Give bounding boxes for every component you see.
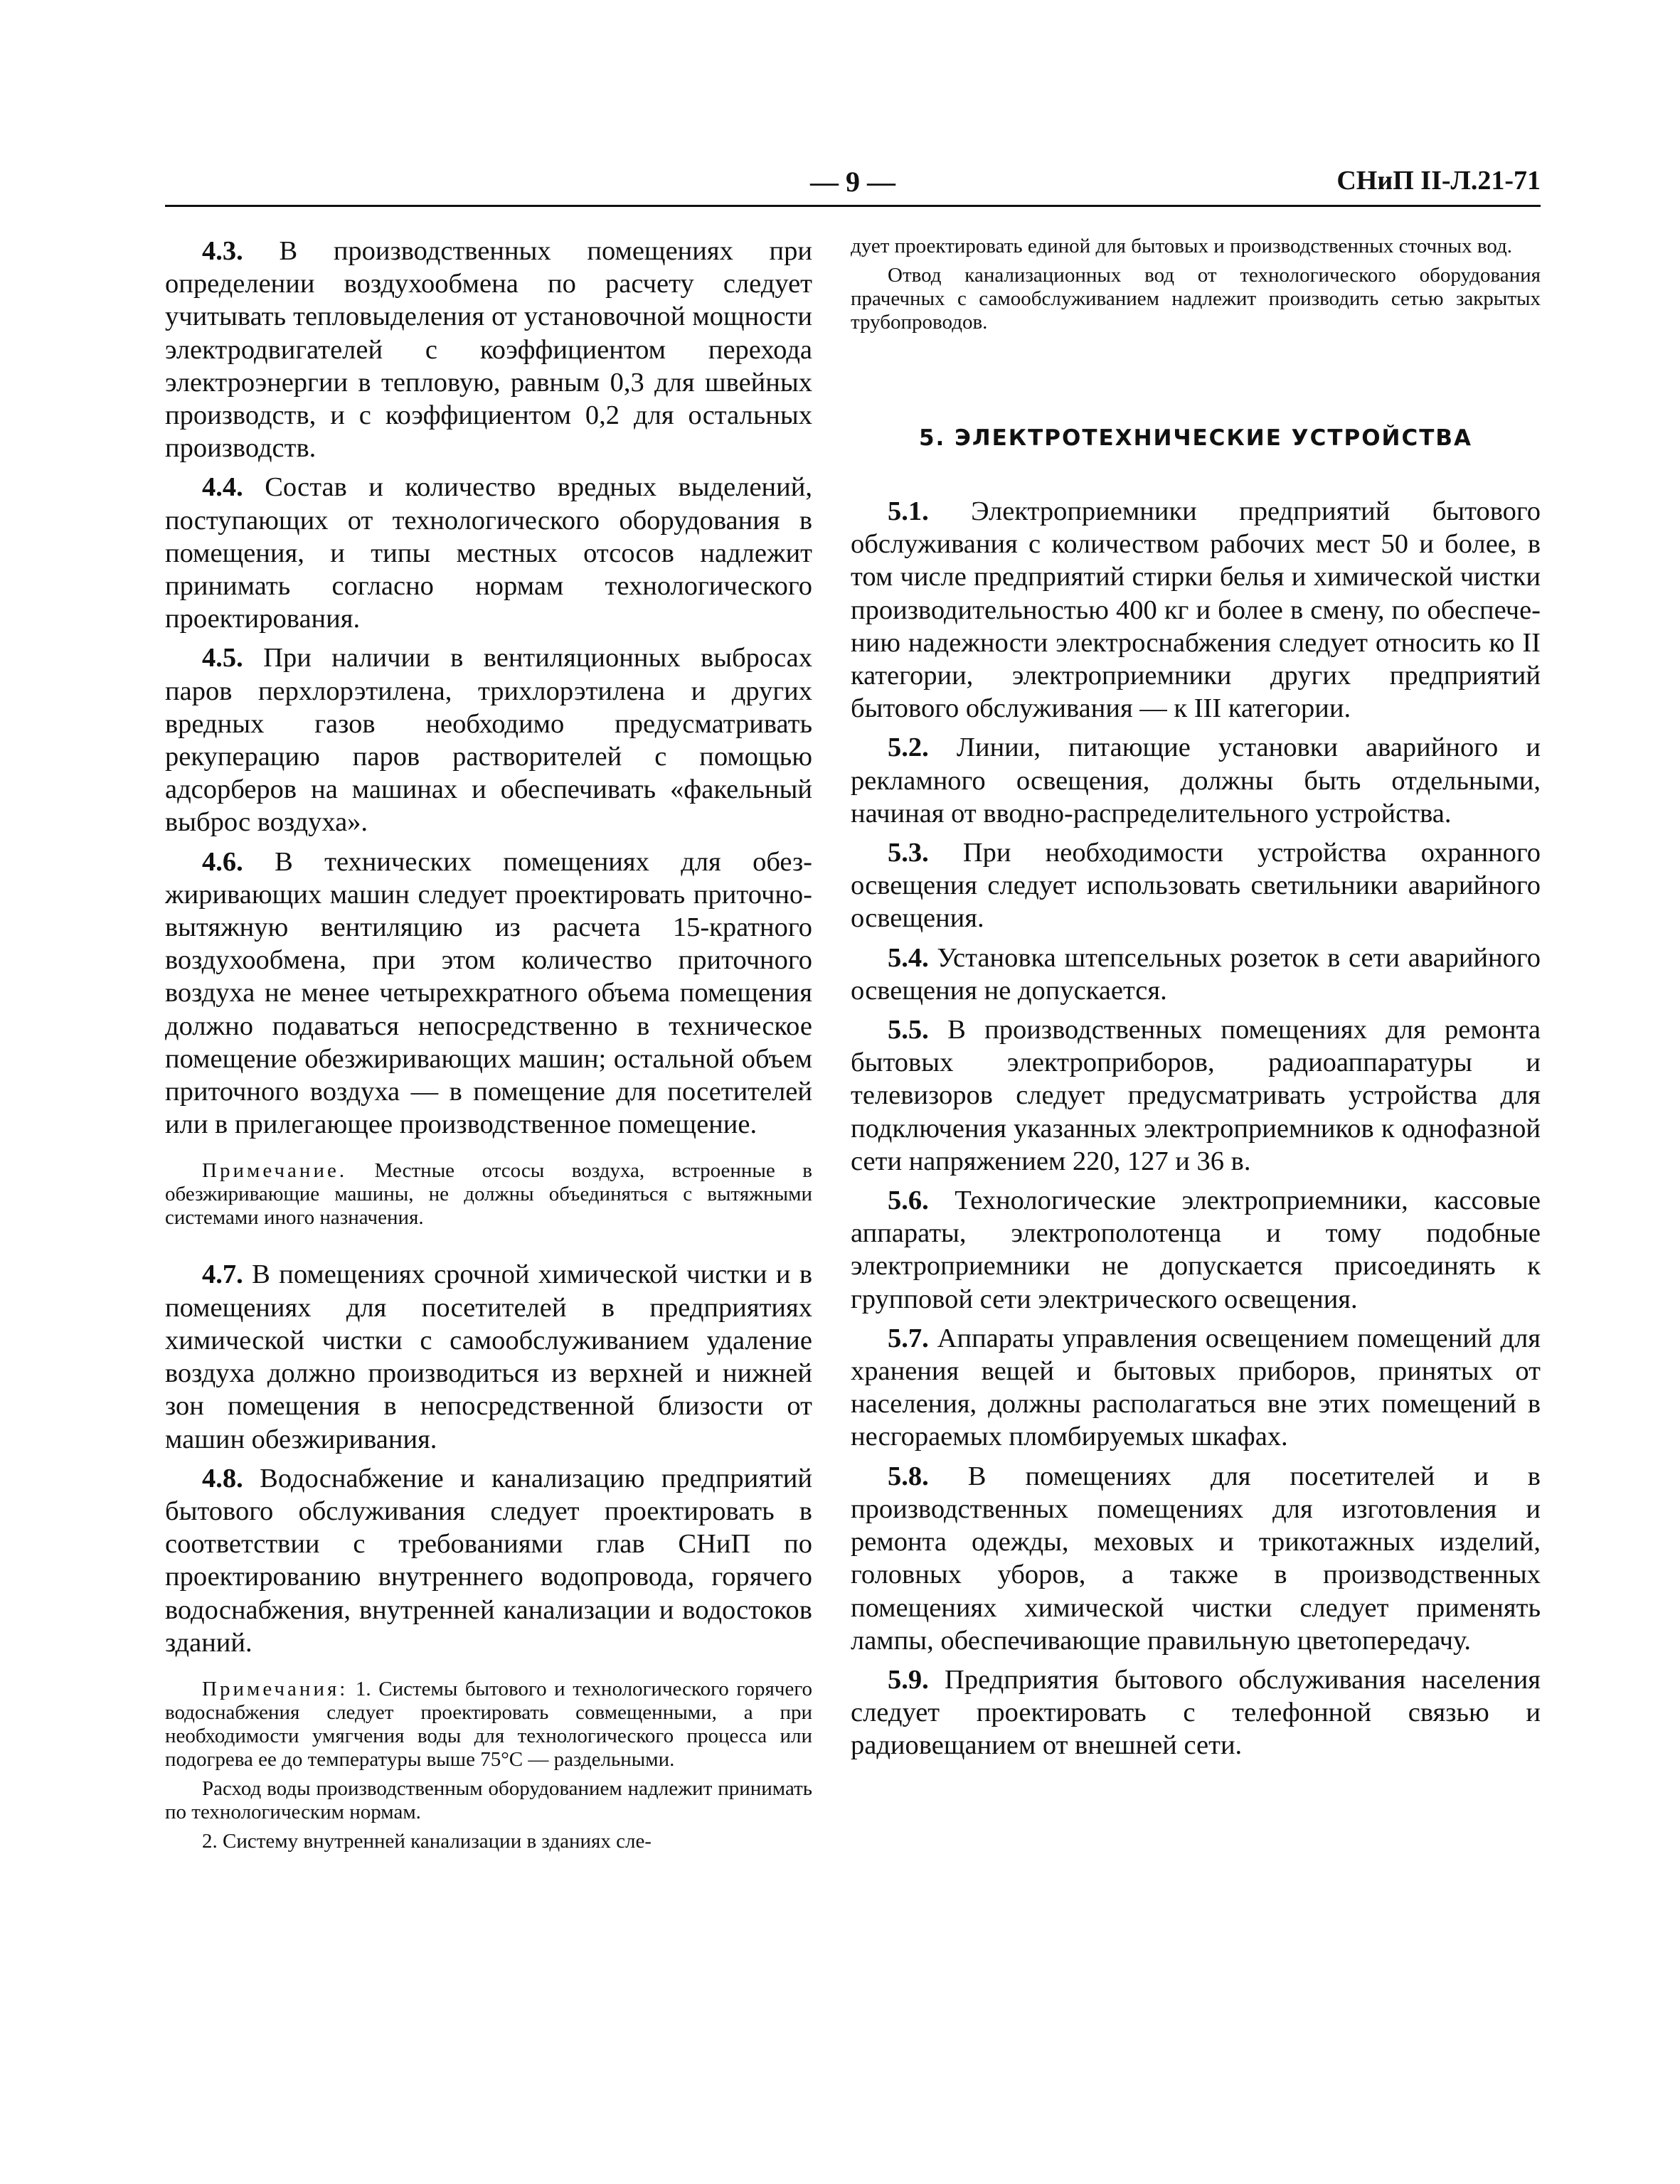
paragraph-4-7 (165, 1258, 812, 1455)
clause-number: 5.2. (888, 733, 929, 763)
note-label: Примечание. (202, 1159, 348, 1183)
clause-number: 5.1. (888, 496, 929, 526)
clause-text: В помещениях для посетителей и в производственных помещениях для изготовления и ремонта одежды, меховых и трикотажных изделий, головных уборов, а также в производственных помещениях химической чистки следует применять лампы, обеспечивающие правильную цветопередачу. (851, 1461, 1541, 1656)
paragraph-4-6 (165, 846, 812, 1141)
clause-text: Состав и количество вредных выделений, поступающих от технологического оборудования в помещения, и типы местных отсосов надлежит принимать согласно нормам технологического проектирования. (165, 472, 812, 634)
document-code: СНиП II-Л.21-71 (1336, 166, 1541, 196)
paragraph-5-1 (851, 495, 1541, 725)
paragraph-4-4 (165, 471, 812, 635)
paragraph-5-9 (851, 1663, 1541, 1762)
note-paragraph: Расход воды производственным оборудованием надлежит принимать по технологическим нормам. (165, 1777, 812, 1823)
clause-number: 4.5. (202, 643, 243, 673)
paragraph-5-5 (851, 1013, 1541, 1178)
clause-number: 5.7. (888, 1323, 929, 1353)
page-number: — 9 — (810, 166, 895, 198)
note-4-6 (165, 1159, 812, 1230)
clause-number: 4.7. (202, 1259, 243, 1290)
clause-text: При необходимости устройства охранного освещения следует использовать светильники аварийного освещения. (851, 838, 1541, 934)
paragraph-5-8 (851, 1460, 1541, 1657)
note-paragraph: 2. Систему внутренней канализации в зданиях сле- (202, 1829, 652, 1853)
paragraph-4-5 (165, 641, 812, 838)
clause-text: В технических помещениях для обезжиривающих машин следует проектировать приточно-вытяжную вентиляцию из расчета 15-кратного воздухообмена, при этом количество приточного воздуха не менее четырехкратного объема помещения должно подаваться непосредственно в техническое помещение обезжиривающих машин; остальной объем приточного воздуха — в помещение для посетителей или в прилегающее производственное помещение. (165, 846, 812, 1140)
note-paragraph: Отвод канализационных вод от технологического оборудования прачечных с самообслуживанием надлежит производить сетью закрытых трубопроводов. (851, 264, 1541, 334)
clause-number: 5.3. (888, 838, 929, 868)
paragraph-4-3 (165, 235, 812, 464)
clause-text: Технологические электроприемники, кассовые аппараты, электрополотенца и тому подобные электроприемники не допускается присоединять к групповой сети электрического освещения. (851, 1186, 1541, 1314)
clause-text: Установка штепсельных розеток в сети аварийного освещения не допускается. (851, 942, 1541, 1006)
clause-text: Линии, питающие установки аварийного и рекламного освещения, должны быть отдельными, начиная от вводно-распределительного устройства. (851, 733, 1541, 829)
paragraph-5-4 (851, 942, 1541, 1007)
notes-continuation (851, 235, 1541, 334)
clause-number: 5.4. (888, 942, 929, 973)
clause-number: 4.8. (202, 1463, 243, 1493)
clause-text: В помещениях срочной химической чистки и в помещениях для посетителей в предприятиях химической чистки с самообслуживанием удаление воздуха должно производиться из верхней и нижней зон помещения в непосредственной близости от машин обезжиривания. (165, 1259, 812, 1454)
clause-number: 5.6. (888, 1186, 929, 1216)
clause-number: 4.4. (202, 472, 243, 503)
note-text: Местные отсосы воздуха, встроенные в обезжиривающие машины, не должны объединяться с вытяжными системами иного назначения. (165, 1159, 812, 1230)
notes-4-8 (165, 1678, 812, 1853)
clause-text: Электроприемники предприятий бытового обслуживания с количеством рабочих мест 50 и более, в том числе предприятий стирки белья и химической чистки производительностью 400 кг и более в смену, по обеспечению надежности электроснабжения следует относить ко II категории, электроприемники других предприятий бытового обслуживания — к III категории. (851, 496, 1541, 724)
note-paragraph: дует проектировать единой для бытовых и производственных сточных вод. (851, 235, 1513, 257)
clause-number: 5.5. (888, 1015, 929, 1045)
paragraph-4-8 (165, 1462, 812, 1659)
clause-text: Водоснабжение и канализацию предприятий бытового обслуживания следует проектировать в соответствии с требованиями глав СНиП по проектированию внутреннего водопровода, горячего водоснабжения, внутренней канализации и водостоков зданий. (165, 1463, 812, 1658)
clause-text: Аппараты управления освещением помещений для хранения вещей и бытовых приборов, принятых от населения, должны располагаться вне этих помещений в несгораемых пломбируемых шкафах. (851, 1323, 1541, 1452)
clause-number: 4.3. (202, 236, 243, 266)
page-header (165, 161, 1541, 206)
note-text: 1. Системы бытового и технологического горячего водоснабжения следует проектировать совмещенными, а при необходимости умягчения воды для технологического процесса или подогрева ее до температуры выше 75°С — раздельными. (165, 1677, 812, 1771)
right-column (851, 235, 1541, 1769)
header-rule (165, 205, 1541, 207)
clause-number: 5.8. (888, 1461, 929, 1491)
paragraph-5-3 (851, 836, 1541, 935)
clause-number: 5.9. (888, 1664, 929, 1695)
clause-text: В производственных помещениях для ремонта бытовых электроприборов, радиоаппаратуры и телевизоров следует предусматривать устройства для подключения указанных электроприемников к однофазной сети напряжением 220, 127 и 36 в. (851, 1015, 1541, 1176)
clause-text: В производственных помещениях при определении воздухообмена по расчету следует учитывать тепловыделения от установочной мощности электродвигателей с коэффициентом перехода электроэнергии в тепловую, равным 0,3 для швейных производств, и с коэффициентом 0,2 для остальных производств. (165, 236, 812, 464)
note-paragraph (165, 1159, 812, 1230)
clause-text: При наличии в вентиляционных выбросах паров перхлорэтилена, трихлорэтилена и других вредных газов необходимо предусматривать рекуперацию паров растворителей с помощью адсорберов на машинах и обеспечивать «факельный выброс воздуха». (165, 643, 812, 838)
paragraph-5-2 (851, 731, 1541, 830)
notes-label: Примечания: (202, 1677, 349, 1700)
paragraph-5-6 (851, 1184, 1541, 1316)
paragraph-5-7 (851, 1322, 1541, 1454)
clause-text: Предприятия бытового обслуживания населения следует проектировать с телефонной связью и радиовещанием от внешней сети. (851, 1664, 1541, 1761)
note-paragraph (165, 1678, 812, 1772)
section-title: 5. ЭЛЕКТРОТЕХНИЧЕСКИЕ УСТРОЙСТВА (918, 425, 1473, 451)
left-column (165, 235, 812, 1882)
clause-number: 4.6. (202, 846, 243, 877)
